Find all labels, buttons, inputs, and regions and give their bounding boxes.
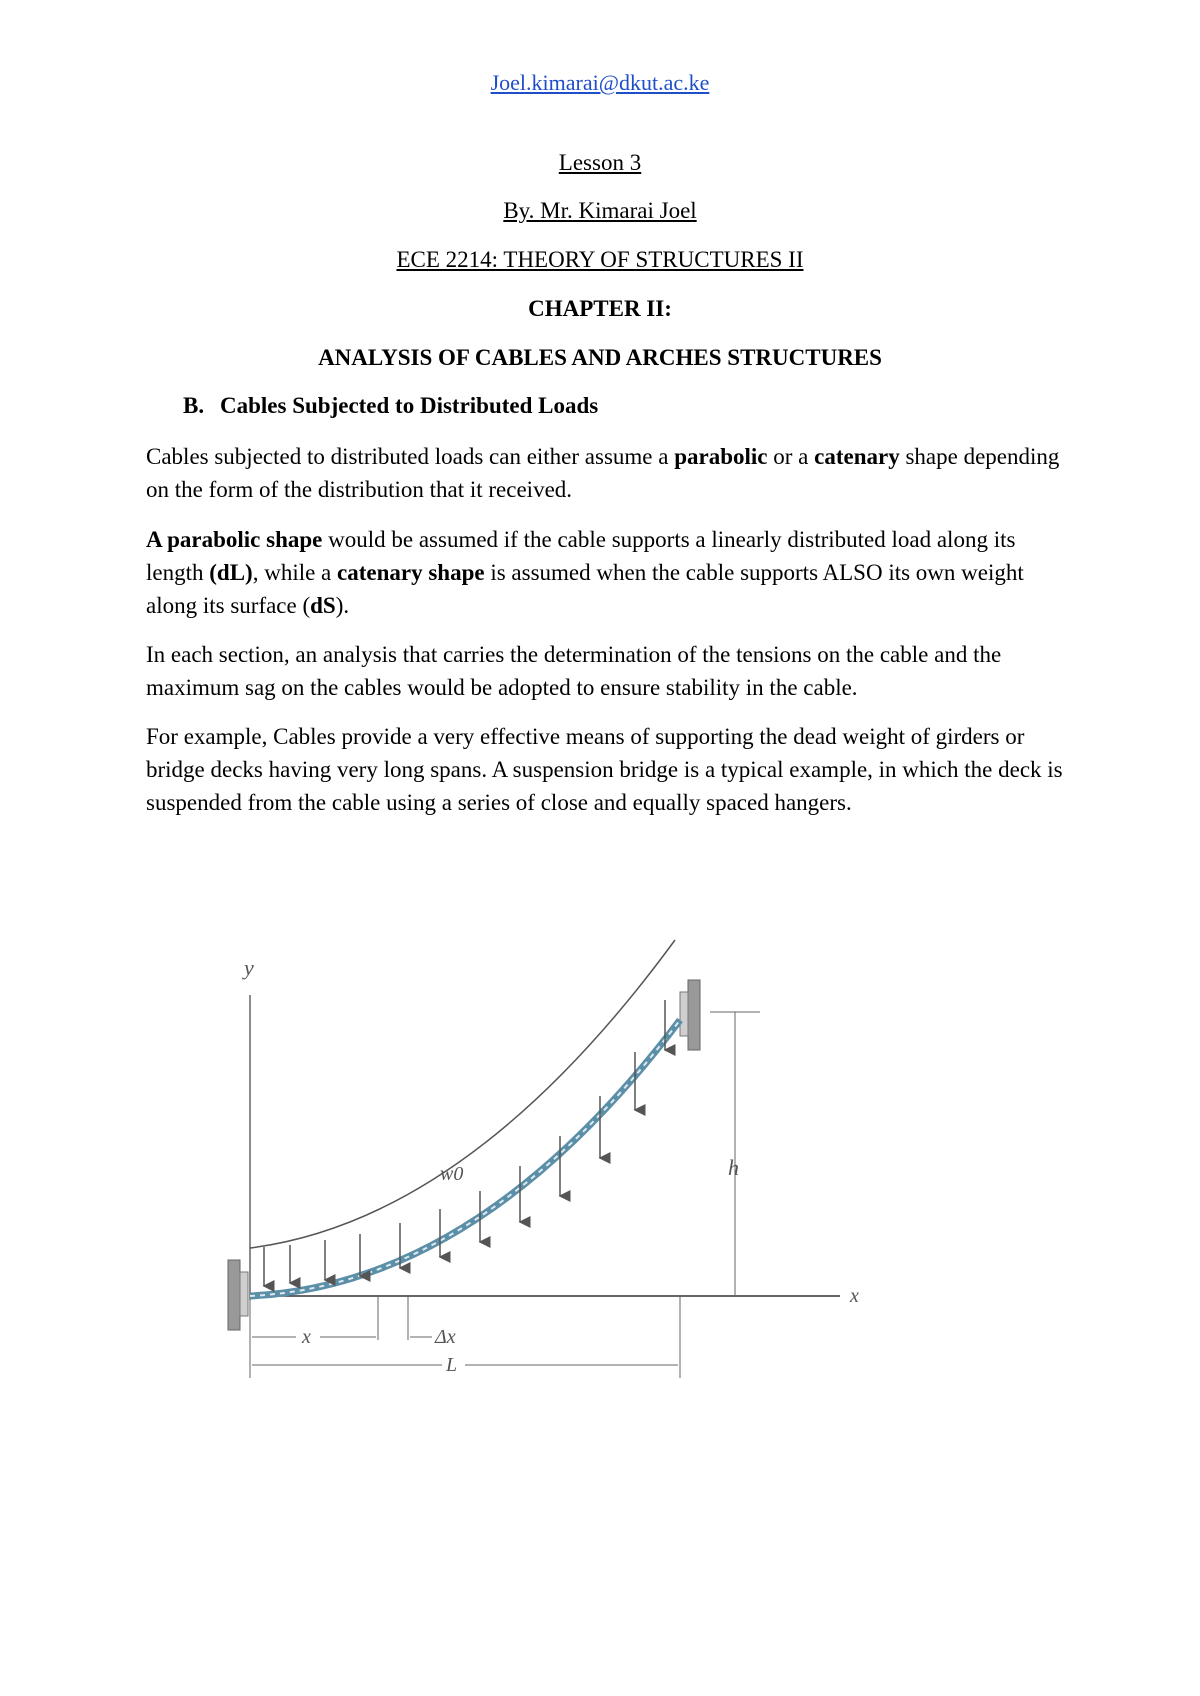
p1-text-a: Cables subjected to distributed loads can either assume a	[146, 444, 675, 469]
chapter-title: ANALYSIS OF CABLES AND ARCHES STRUCTURES	[318, 345, 882, 370]
section-heading	[183, 393, 598, 419]
p1-bold-catenary: catenary	[814, 444, 900, 469]
L-label: L	[446, 1354, 458, 1376]
x-dim-label: x	[302, 1326, 311, 1348]
paragraph-3: In each section, an analysis that carries the determination of the tensions on the cable and the maximum sag on the cables would be adopted to ensure stability in the cable.	[146, 642, 1002, 700]
p2-text-d: , while a	[252, 560, 338, 585]
p2-bold-catenary-shape: catenary shape	[337, 560, 485, 585]
course-title: ECE 2214: THEORY OF STRUCTURES II	[396, 247, 804, 272]
paragraph-1	[146, 440, 1066, 506]
section-number: B.	[183, 393, 205, 418]
p2-text-f: is assumed when the cable supports ALSO its own weight along its surface (	[146, 560, 1024, 618]
load-arrows	[264, 1000, 665, 1286]
p2-text-b: would be assumed if the cable supports a linearly distributed load along its length	[146, 527, 1016, 585]
paragraph-4: For example, Cables provide a very effective means of supporting the dead weight of girders or bridge decks having very long spans. A suspension bridge is a typical example, in which the deck is suspended from the cable using a series of close and equally spaced hangers.	[146, 724, 1063, 815]
p2-bold-ds: dS	[310, 593, 336, 618]
p1-bold-parabolic: parabolic	[674, 444, 768, 469]
p1-text-c: or a	[767, 444, 815, 469]
w0-label: w0	[440, 1163, 464, 1185]
p2-bold-dl: (dL)	[209, 560, 253, 585]
author-byline: By. Mr. Kimarai Joel	[503, 198, 697, 223]
p1-text-e: shape depending on the form of the distribution that it received.	[146, 444, 1060, 502]
cable-figure	[220, 900, 880, 1400]
lesson-number: Lesson 3	[558, 150, 642, 175]
right-support	[688, 980, 700, 1050]
left-support	[228, 1260, 240, 1330]
paragraph-2	[146, 523, 1066, 622]
y-axis-label: y	[244, 955, 254, 980]
x-axis-label: x	[850, 1285, 859, 1307]
section-title: Cables Subjected to Distributed Loads	[220, 393, 599, 418]
chapter-heading: CHAPTER II:	[528, 296, 672, 321]
author-email-link[interactable]: Joel.kimarai@dkut.ac.ke	[490, 70, 710, 95]
dx-label: Δx	[435, 1326, 456, 1348]
p2-text-h: ).	[335, 593, 350, 618]
h-label: h	[728, 1155, 739, 1180]
p2-bold-parabolic-shape: A parabolic shape	[146, 527, 323, 552]
left-support-plate	[240, 1272, 248, 1316]
load-envelope	[250, 940, 675, 1248]
right-support-plate	[680, 992, 688, 1036]
